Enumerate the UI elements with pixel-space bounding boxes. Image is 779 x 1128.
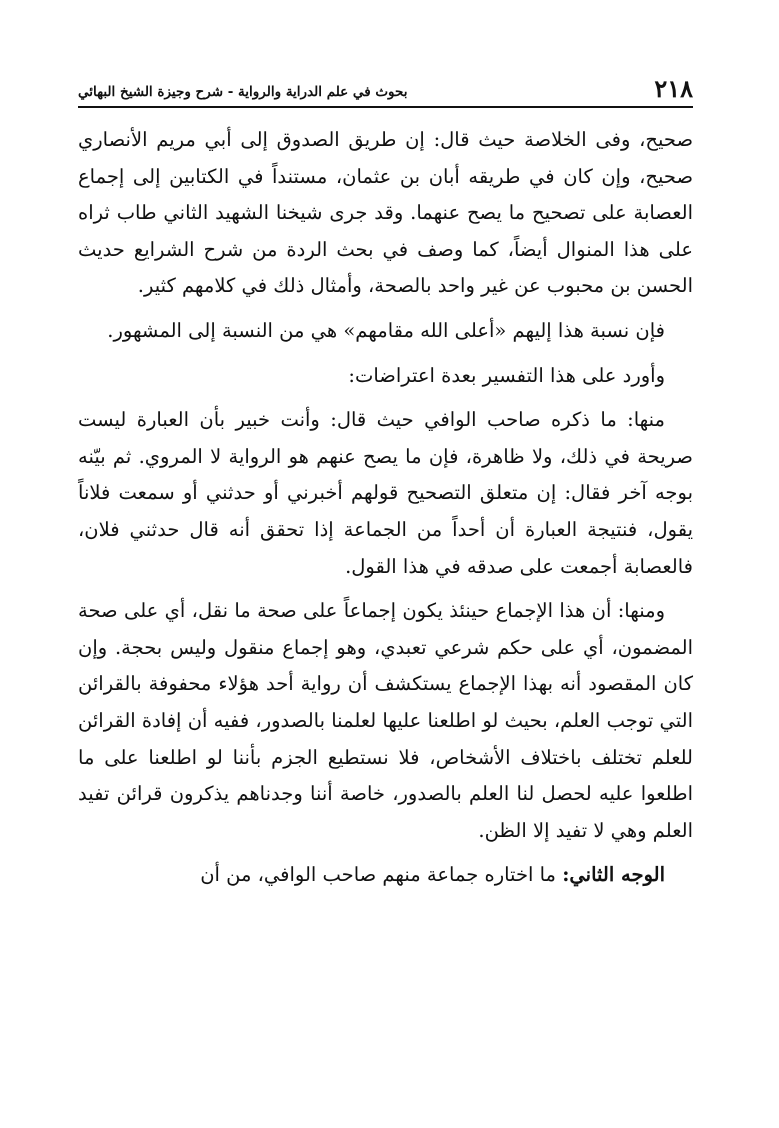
paragraph-4-text: منها: ما ذكره صاحب الوافي حيث قال: وأنت خبير بأن العبارة ليست صريحة في ذلك، ولا ظاهرة، فإن ما يصح عنهم هو الرواية لا المروي. ثم بيّنه بوجه آخر فقال: إن متعلق التصحيح قولهم أخبرني أو حدثني أو سمعت فلاناً يقول، فنتيجة العبارة أن أحداً من الجماعة إذا تحقق أنه قال حدثني فلان، فالعصابة أجمعت على صدقه في هذا القول.	[78, 408, 693, 578]
paragraph-2-text: فإن نسبة هذا إليهم «أعلى الله مقامهم» هي من النسبة إلى المشهور.	[107, 318, 665, 342]
paragraph-5	[78, 593, 693, 849]
running-header	[78, 72, 693, 108]
paragraph-1-text: صحيح، وفى الخلاصة حيث قال: إن طريق الصدوق إلى أبي مريم الأنصاري صحيح، وإن كان في طريقه أبان بن عثمان، مستنداً في الكتابين إلى إجماع العصابة على تصحيح ما يصح عنهما. وقد جرى شيخنا الشهيد الثاني طاب ثراه على هذا المنوال أيضاً، كما وصف في بحث الردة من شرح الشرايع حديث الحسن بن محبوب عن غير واحد بالصحة، وأمثال ذلك في كلامهم كثير.	[78, 128, 693, 298]
paragraph-2	[78, 313, 693, 350]
paragraph-4	[78, 402, 693, 585]
page-number: ٢١٨	[654, 74, 693, 103]
paragraph-5-text: ومنها: أن هذا الإجماع حينئذ يكون إجماعاً على صحة ما نقل، أي على صحة المضمون، أي على حكم شرعي تعبدي، وهو إجماع منقول وليس بحجة. وإن كان المقصود أنه بهذا الإجماع يستكشف أن رواية أحد هؤلاء محفوفة بالقرائن التي توجب العلم، بحيث لو اطلعنا عليها لعلمنا بالصدور، ففيه أن إفادة القرائن للعلم تختلف باختلاف الأشخاص، فلا نستطيع الجزم بأننا لو اطلعنا على ما اطلعوا عليه لحصل لنا العلم بالصدور، خاصة أننا وجدناهم يذكرون قرائن تفيد العلم وهي لا تفيد إلا الظن.	[78, 599, 693, 842]
paragraph-6	[78, 857, 693, 894]
paragraph-6-lead: الوجه الثاني:	[562, 863, 665, 887]
body-text	[78, 122, 693, 894]
paragraph-3-text: وأورد على هذا التفسير بعدة اعتراضات:	[348, 363, 665, 387]
paragraph-6-text: ما اختاره جماعة منهم صاحب الوافي، من أن	[200, 863, 563, 887]
paragraph-3	[78, 358, 693, 395]
header-title: بحوث في علم الدراية والرواية - شرح وجيزة الشيخ البهائي	[78, 84, 408, 100]
paragraph-1	[78, 122, 693, 305]
